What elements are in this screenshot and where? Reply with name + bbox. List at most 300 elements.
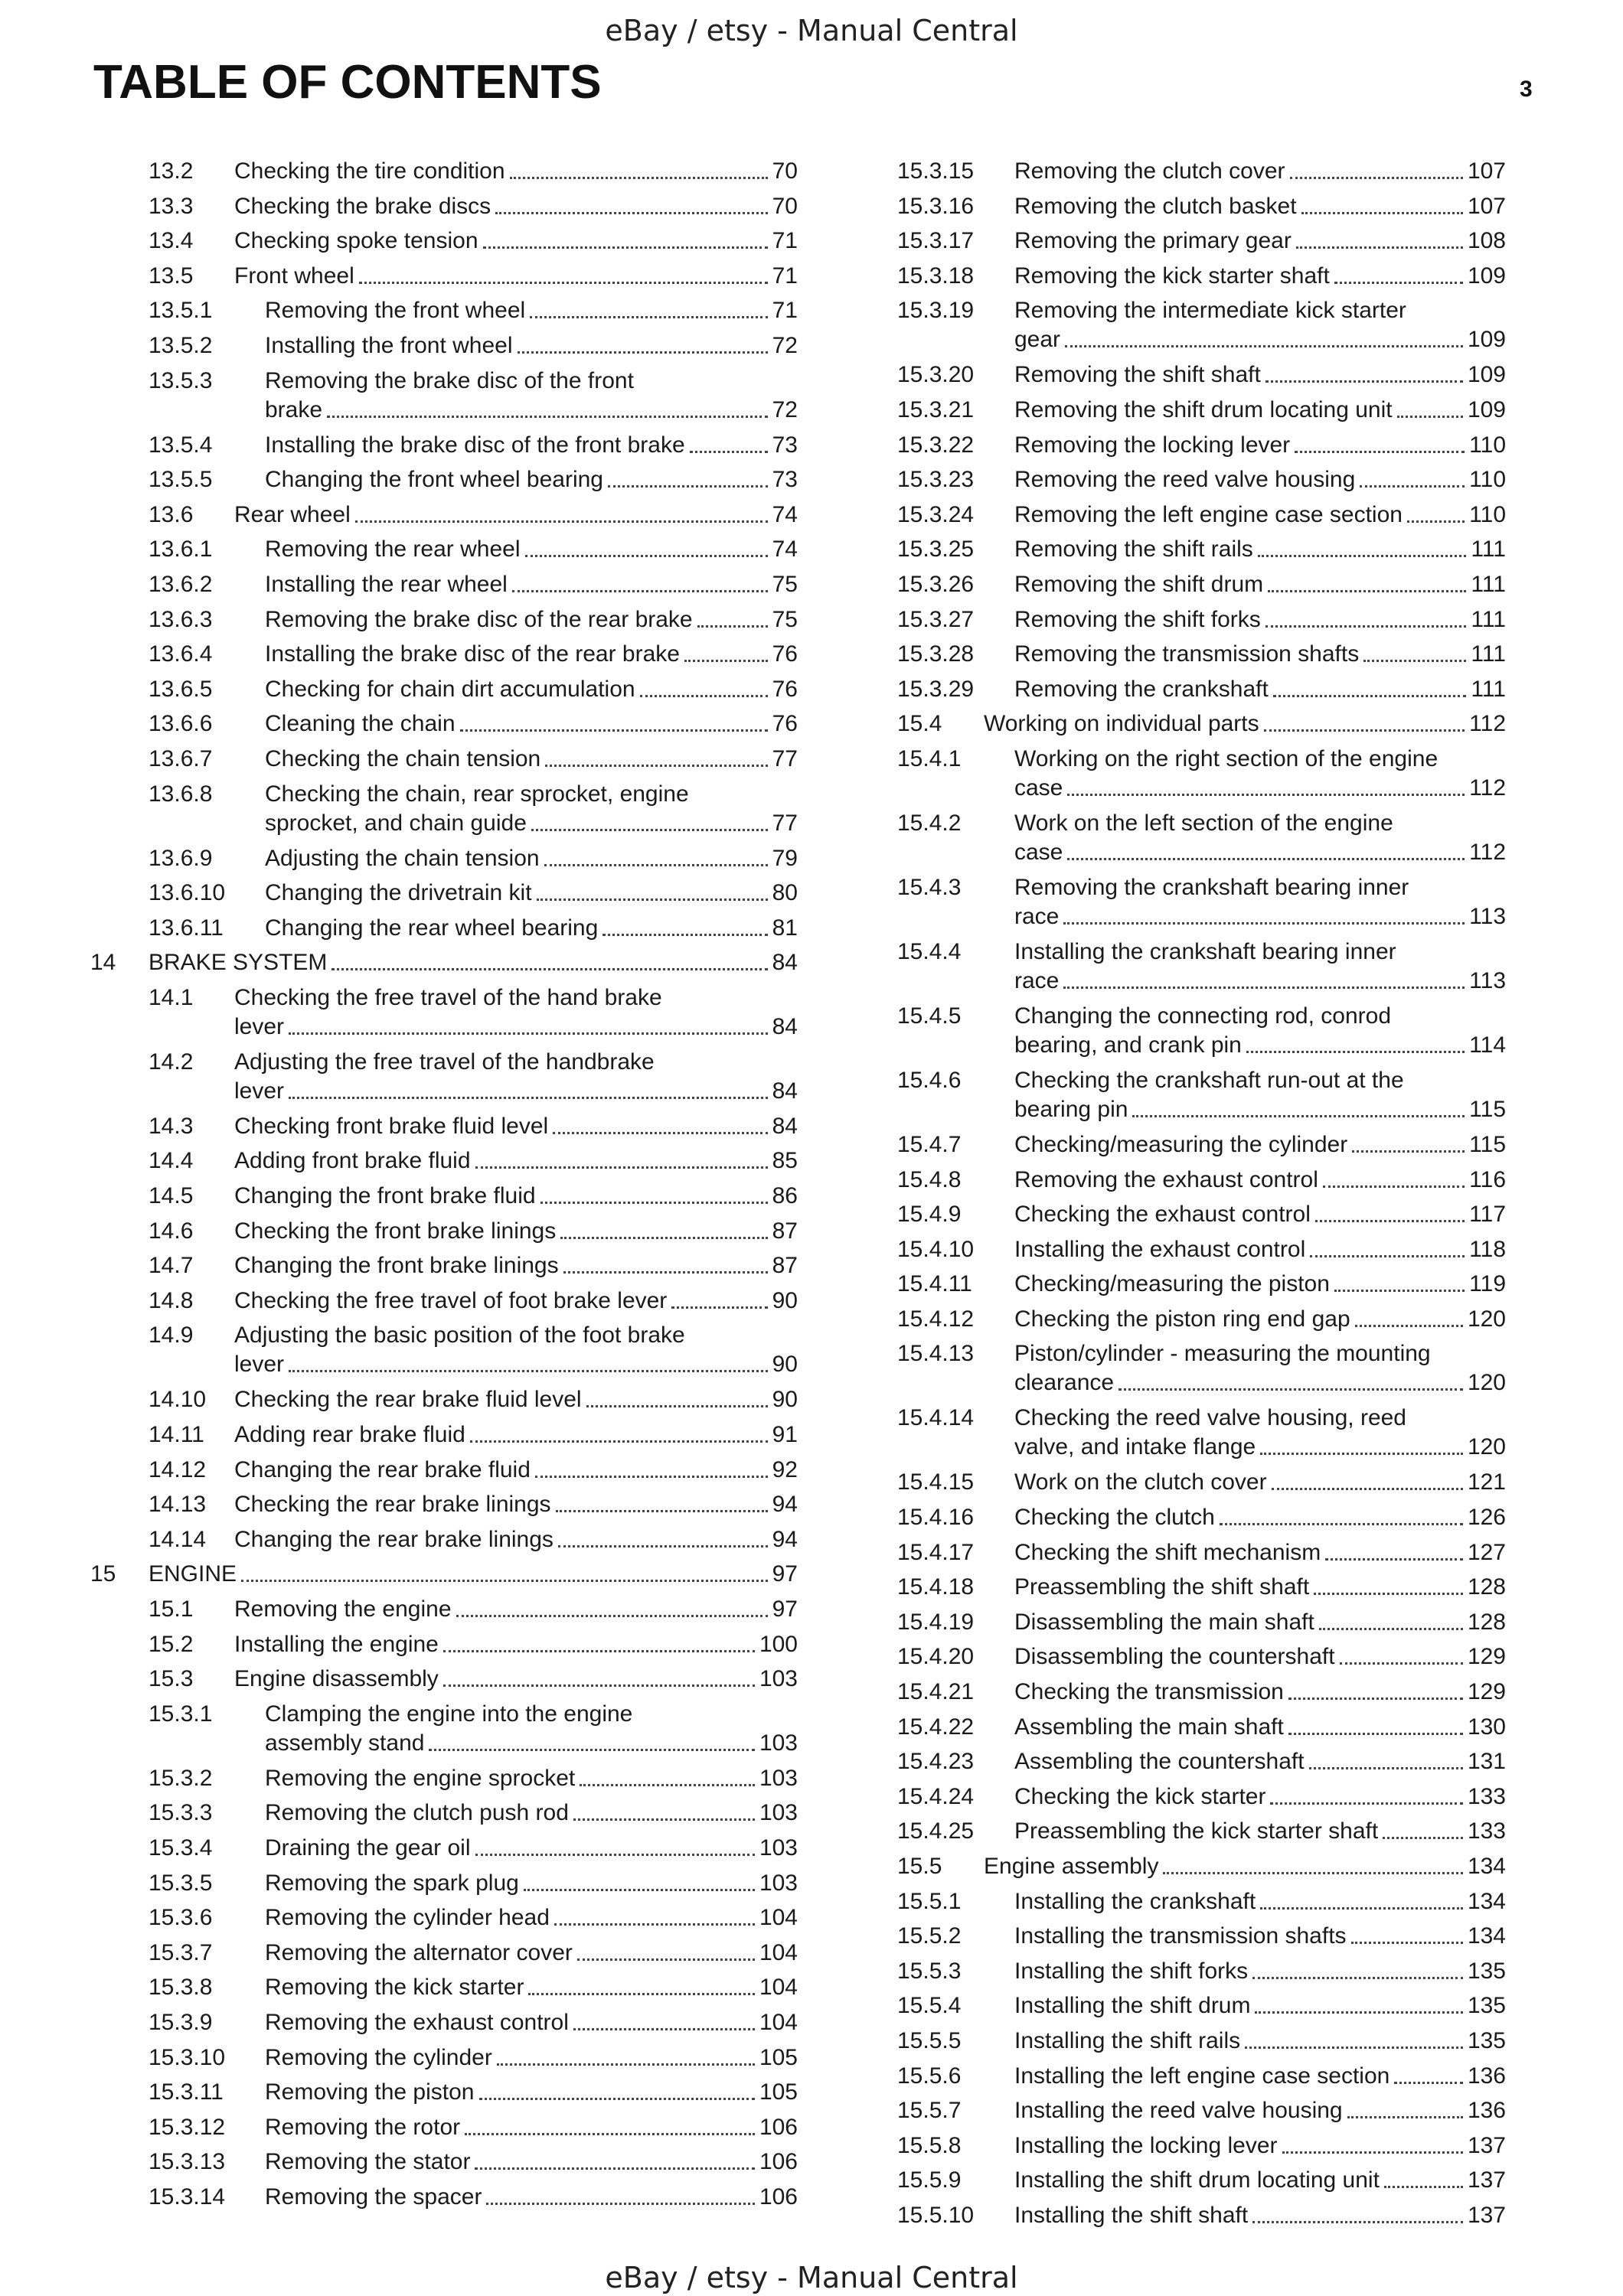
- toc-entry[interactable]: [890, 157, 1506, 192]
- toc-entry-number: 13.5: [149, 263, 194, 289]
- toc-entry-number: 13.5.1: [149, 298, 213, 324]
- toc-entry-page: 71: [772, 298, 798, 324]
- toc-entry-title: [1014, 809, 1506, 867]
- toc-entry[interactable]: [90, 1595, 798, 1630]
- toc-entry[interactable]: [890, 1066, 1506, 1130]
- dot-leader: [537, 899, 768, 901]
- toc-entry-number: 13.5.2: [149, 332, 213, 358]
- toc-entry-title-text: Removing the cylinder: [265, 2044, 492, 2070]
- toc-entry-title-text: Installing the reed valve housing: [1014, 2098, 1343, 2124]
- toc-entry-leader-line: [234, 1456, 798, 1485]
- toc-entry-page: 103: [759, 1666, 798, 1692]
- toc-entry-page: 127: [1467, 1539, 1506, 1565]
- toc-entry-title: [1014, 2062, 1506, 2091]
- toc-entry[interactable]: [890, 2201, 1506, 2236]
- toc-entry[interactable]: [90, 1903, 798, 1939]
- toc-entry[interactable]: [90, 1834, 798, 1869]
- toc-entry-title: [1014, 1404, 1506, 1462]
- toc-entry-page: 72: [772, 396, 798, 422]
- toc-entry[interactable]: [890, 1573, 1506, 1608]
- toc-entry[interactable]: [890, 1468, 1506, 1503]
- toc-entry-title: [265, 331, 798, 360]
- toc-entry-number: 15.3.6: [149, 1905, 213, 1931]
- toc-entry-leader-line: [234, 157, 798, 186]
- dot-leader: [497, 2063, 755, 2066]
- toc-entry-title: [234, 1630, 798, 1659]
- toc-entry-leader-line: [1014, 1713, 1506, 1742]
- toc-entry-title: [265, 1869, 798, 1898]
- toc-entry[interactable]: [890, 465, 1506, 501]
- dot-leader: [640, 695, 768, 697]
- toc-entry-page: 111: [1471, 641, 1506, 667]
- toc-entry[interactable]: [90, 431, 798, 466]
- toc-entry[interactable]: [890, 709, 1506, 745]
- dot-leader: [524, 1889, 755, 1891]
- toc-entry-title-text: Disassembling the main shaft: [1014, 1609, 1314, 1635]
- toc-entry-title-text: Removing the shift drum locating unit: [1014, 396, 1393, 422]
- dot-leader: [1347, 2116, 1463, 2118]
- toc-entry[interactable]: [90, 745, 798, 780]
- toc-entry-number: 13.6.3: [149, 606, 213, 632]
- toc-entry-title-text: Checking the transmission: [1014, 1679, 1284, 1705]
- toc-entry[interactable]: [90, 501, 798, 536]
- toc-entry[interactable]: [90, 1251, 798, 1287]
- toc-entry[interactable]: [890, 1339, 1506, 1404]
- toc-entry-page: 109: [1467, 327, 1506, 353]
- toc-entry-title: [265, 1700, 798, 1758]
- toc-entry[interactable]: [890, 809, 1506, 873]
- toc-entry-page: 97: [772, 1561, 798, 1587]
- toc-entry[interactable]: [90, 1321, 798, 1385]
- toc-entry-title-text: Removing the rotor: [265, 2114, 461, 2140]
- dot-leader: [495, 212, 767, 214]
- toc-entry[interactable]: [890, 535, 1506, 570]
- toc-entry-title-text: Checking the rear brake linings: [234, 1492, 551, 1518]
- toc-entry-page: 75: [772, 571, 798, 597]
- toc-entry[interactable]: [890, 1538, 1506, 1574]
- toc-entry-title-text: Installing the locking lever: [1014, 2132, 1278, 2158]
- toc-entry-title-text: Installing the crankshaft: [1014, 1888, 1256, 1914]
- toc-entry-leader-line: [234, 1385, 798, 1414]
- toc-entry-number: 15.4.6: [897, 1067, 962, 1093]
- toc-entry-title-text: Removing the shift shaft: [1014, 362, 1261, 388]
- toc-entry-title: [984, 1852, 1506, 1881]
- toc-entry-title-line1: Adjusting the free travel of the handbrake: [234, 1049, 655, 1075]
- toc-entry[interactable]: [90, 2008, 798, 2043]
- toc-entry-page: 81: [772, 915, 798, 941]
- toc-entry-page: 135: [1467, 2027, 1506, 2053]
- toc-entry[interactable]: [890, 640, 1506, 675]
- toc-entry-number: 14.1: [149, 984, 194, 1010]
- toc-entry[interactable]: [890, 1713, 1506, 1748]
- toc-entry[interactable]: [890, 1887, 1506, 1923]
- toc-entry[interactable]: [90, 227, 798, 262]
- toc-entry-page: 112: [1469, 775, 1506, 801]
- toc-entry-leader-line: [1014, 2027, 1506, 2056]
- toc-entry-number: 13.6.5: [149, 676, 213, 702]
- toc-entry-title: [265, 296, 798, 325]
- dot-leader: [1334, 282, 1463, 284]
- toc-entry[interactable]: [890, 1200, 1506, 1235]
- toc-entry[interactable]: [890, 1817, 1506, 1852]
- toc-entry[interactable]: [890, 1270, 1506, 1305]
- toc-entry[interactable]: [890, 1957, 1506, 1992]
- toc-entry-leader-line: [265, 914, 798, 943]
- toc-entry-title: [1014, 675, 1506, 704]
- toc-entry-leader-line: [265, 1903, 798, 1932]
- toc-entry-title: [265, 879, 798, 908]
- toc-entry[interactable]: [890, 745, 1506, 809]
- toc-entry-title-text: Assembling the main shaft: [1014, 1714, 1284, 1740]
- toc-entry-page: 103: [759, 1835, 798, 1861]
- toc-entry-title: [1014, 1130, 1506, 1159]
- toc-entry[interactable]: [90, 1048, 798, 1112]
- toc-entry-number: 15.3.17: [897, 228, 975, 254]
- toc-entry-page: 137: [1467, 2132, 1506, 2158]
- toc-entry[interactable]: [890, 1002, 1506, 1066]
- dot-leader: [1363, 660, 1466, 662]
- toc-entry-page: 113: [1469, 903, 1506, 929]
- toc-entry[interactable]: [90, 1420, 798, 1456]
- toc-entry-page: 103: [759, 1800, 798, 1826]
- toc-entry-title: [265, 2148, 798, 2177]
- toc-entry-title-text: Work on the clutch cover: [1014, 1469, 1267, 1495]
- toc-entry[interactable]: [90, 844, 798, 879]
- toc-entry-leader-line: [265, 675, 798, 704]
- toc-entry[interactable]: [90, 605, 798, 641]
- toc-entry-number: 15.5.2: [897, 1923, 962, 1949]
- toc-entry[interactable]: [90, 1112, 798, 1147]
- toc-entry-number: 13.6.4: [149, 641, 213, 667]
- toc-entry-page: 74: [772, 501, 798, 527]
- toc-entry[interactable]: [890, 501, 1506, 536]
- toc-entry[interactable]: [90, 2148, 798, 2183]
- dot-leader: [1273, 695, 1467, 697]
- dot-leader: [608, 485, 768, 488]
- toc-entry-title-line1: Checking the crankshaft run-out at the: [1014, 1067, 1404, 1093]
- toc-entry-title: [265, 1939, 798, 1968]
- toc-entry-title-text: Removing the rear wheel: [265, 536, 521, 563]
- toc-entry-page: 94: [772, 1526, 798, 1552]
- toc-entry[interactable]: [890, 2131, 1506, 2167]
- toc-entry-title: [984, 709, 1506, 739]
- toc-entry-leader-line: [1014, 157, 1506, 186]
- toc-entry[interactable]: [890, 605, 1506, 641]
- toc-entry-number: 14.5: [149, 1183, 194, 1209]
- toc-entry-leader-line: [1014, 570, 1506, 599]
- toc-entry[interactable]: [890, 1503, 1506, 1538]
- dot-leader: [1067, 858, 1465, 860]
- toc-entry-page: 114: [1469, 1032, 1506, 1058]
- toc-entry-leader-line: [1014, 774, 1506, 803]
- toc-entry[interactable]: [890, 1852, 1506, 1887]
- toc-entry-title: [1014, 1305, 1506, 1334]
- toc-entry-number: 15.4: [897, 711, 942, 737]
- toc-entry-number: 15.4.3: [897, 874, 962, 900]
- toc-entry[interactable]: [890, 431, 1506, 466]
- toc-entry-title-text: Removing the locking lever: [1014, 432, 1291, 458]
- toc-entry[interactable]: [890, 192, 1506, 227]
- toc-entry[interactable]: [90, 296, 798, 331]
- toc-entry[interactable]: [90, 640, 798, 675]
- toc-entry-title-text: Removing the left engine case section: [1014, 501, 1403, 527]
- toc-entry-number: 15.4.19: [897, 1609, 975, 1635]
- toc-entry[interactable]: [90, 2113, 798, 2148]
- dot-leader: [1258, 555, 1467, 557]
- toc-entry-leader-line: [1014, 1817, 1506, 1846]
- toc-entry-number: 15.3.11: [149, 2079, 224, 2105]
- toc-entry[interactable]: [90, 535, 798, 570]
- toc-entry[interactable]: [90, 1385, 798, 1420]
- toc-entry-number: 15.3.22: [897, 432, 975, 458]
- toc-entry[interactable]: [90, 780, 798, 844]
- toc-entry-number: 15.5.4: [897, 1993, 962, 2019]
- toc-entry-title: [1014, 1991, 1506, 2020]
- toc-entry-title: [1014, 1713, 1506, 1742]
- toc-entry-page: 128: [1467, 1574, 1506, 1600]
- toc-entry-number: 15.4.7: [897, 1131, 962, 1157]
- toc-entry[interactable]: [890, 227, 1506, 262]
- toc-entry-number: 13.6.1: [149, 536, 213, 563]
- toc-entry[interactable]: [90, 1560, 798, 1595]
- dot-leader: [483, 246, 768, 249]
- toc-entry-title-text: Checking/measuring the piston: [1014, 1271, 1330, 1297]
- toc-entry-title-text: Working on individual parts: [984, 711, 1259, 737]
- toc-entry[interactable]: [90, 1869, 798, 1904]
- dot-leader: [1252, 1977, 1463, 1979]
- toc-entry-leader-line: [234, 262, 798, 291]
- toc-entry[interactable]: [90, 1700, 798, 1764]
- toc-entry[interactable]: [890, 1166, 1506, 1201]
- toc-entry-number: 15.3.19: [897, 298, 975, 324]
- toc-entry[interactable]: [90, 1456, 798, 1491]
- toc-entry-title-line1: Checking the chain, rear sprocket, engine: [265, 781, 689, 807]
- toc-entry[interactable]: [90, 1182, 798, 1217]
- toc-entry[interactable]: [90, 1973, 798, 2008]
- toc-entry-leader-line: [265, 1939, 798, 1968]
- toc-entry[interactable]: [890, 1642, 1506, 1678]
- toc-entry[interactable]: [890, 1130, 1506, 1166]
- toc-entry[interactable]: [890, 1235, 1506, 1270]
- toc-entry-title: [1014, 873, 1506, 931]
- toc-entry[interactable]: [890, 570, 1506, 605]
- toc-entry-title-text: Checking the brake discs: [234, 193, 491, 219]
- toc-entry-leader-line: [265, 2183, 798, 2212]
- toc-entry[interactable]: [890, 1305, 1506, 1340]
- toc-entry-leader-line: [234, 1217, 798, 1246]
- toc-entry-number: 14.14: [149, 1526, 207, 1552]
- toc-entry[interactable]: [90, 2043, 798, 2079]
- toc-entry-title-text: Installing the shift drum locating unit: [1014, 2167, 1380, 2193]
- toc-entry-leader-line: [1014, 675, 1506, 704]
- toc-entry[interactable]: [90, 675, 798, 710]
- toc-entry[interactable]: [890, 1404, 1506, 1468]
- toc-entry-leader-line: [234, 501, 798, 530]
- toc-entry[interactable]: [890, 1782, 1506, 1818]
- toc-entry-leader-line: [265, 331, 798, 360]
- toc-entry[interactable]: [890, 1991, 1506, 2027]
- toc-entry[interactable]: [90, 709, 798, 745]
- dot-leader: [479, 2098, 755, 2100]
- toc-entry[interactable]: [890, 1678, 1506, 1713]
- dot-leader: [1295, 451, 1465, 453]
- toc-entry[interactable]: [890, 1922, 1506, 1957]
- toc-entry-page: 90: [772, 1287, 798, 1313]
- dot-leader: [1132, 1115, 1465, 1117]
- toc-entry[interactable]: [890, 873, 1506, 938]
- toc-entry[interactable]: [90, 1525, 798, 1561]
- toc-entry-title-line2: lever: [234, 1078, 285, 1104]
- toc-entry-number: 15.3.24: [897, 501, 975, 527]
- toc-entry[interactable]: [90, 331, 798, 367]
- toc-entry[interactable]: [90, 983, 798, 1048]
- toc-entry[interactable]: [90, 1764, 798, 1799]
- toc-entry-number: 15.3.2: [149, 1765, 213, 1791]
- toc-entry-title: [265, 535, 798, 564]
- toc-entry-title: [265, 2008, 798, 2037]
- toc-entry[interactable]: [890, 2062, 1506, 2097]
- toc-entry-number: 15.5.1: [897, 1888, 962, 1914]
- dot-leader: [1334, 1290, 1465, 1292]
- toc-entry-title-text: Checking/measuring the cylinder: [1014, 1131, 1348, 1157]
- toc-entry[interactable]: [890, 360, 1506, 396]
- toc-entry[interactable]: [90, 465, 798, 501]
- dot-leader: [560, 1237, 767, 1239]
- toc-entry-title-text: Changing the rear wheel bearing: [265, 915, 599, 941]
- toc-entry[interactable]: [890, 938, 1506, 1002]
- toc-entry-number: 15.3.18: [897, 263, 975, 289]
- toc-entry-title: [1014, 1922, 1506, 1951]
- dot-leader: [535, 1476, 768, 1478]
- toc-entry-title-text: Removing the stator: [265, 2149, 471, 2175]
- dot-leader: [475, 1166, 768, 1169]
- toc-entry[interactable]: [890, 2027, 1506, 2062]
- dot-leader: [443, 1684, 755, 1687]
- toc-entry-title: [149, 948, 798, 977]
- toc-entry-page: 106: [759, 2149, 798, 2175]
- toc-entry-title-text: Front wheel: [234, 263, 354, 289]
- toc-entry-number: 15.3.23: [897, 467, 975, 493]
- dot-leader: [1314, 1593, 1463, 1595]
- dot-leader: [1260, 1453, 1463, 1455]
- dot-leader: [554, 1923, 755, 1926]
- toc-entry-title-line2: clearance: [1014, 1370, 1115, 1396]
- dot-leader: [573, 2028, 755, 2030]
- toc-entry-title: [1014, 192, 1506, 221]
- toc-entry[interactable]: [90, 1490, 798, 1525]
- toc-entry-number: 15.3.3: [149, 1800, 213, 1826]
- toc-entry-leader-line: [234, 1630, 798, 1659]
- toc-entry-title: [234, 192, 798, 221]
- toc-entry-number: 14: [90, 950, 116, 976]
- toc-entry[interactable]: [90, 1630, 798, 1665]
- toc-entry-page: 76: [772, 676, 798, 702]
- toc-entry-page: 135: [1467, 1958, 1506, 1984]
- toc-entry-leader-line: [1014, 1235, 1506, 1264]
- toc-entry-number: 13.6.10: [149, 880, 226, 906]
- toc-entry-page: 84: [772, 1078, 798, 1104]
- dot-leader: [289, 1370, 768, 1372]
- toc-entry-leader-line: [1014, 1270, 1506, 1299]
- toc-entry-title-text: Removing the kick starter: [265, 1975, 524, 2001]
- toc-entry-title-text: Changing the front brake fluid: [234, 1183, 536, 1209]
- toc-entry[interactable]: [90, 948, 798, 983]
- toc-entry-leader-line: [1014, 1991, 1506, 2020]
- dot-leader: [289, 1032, 768, 1035]
- toc-entry-number: 15.4.13: [897, 1341, 975, 1367]
- dot-leader: [1245, 2047, 1463, 2049]
- toc-entry[interactable]: [90, 1146, 798, 1182]
- toc-entry[interactable]: [90, 570, 798, 605]
- toc-entry-title-text: Rear wheel: [234, 501, 351, 527]
- toc-entry[interactable]: [890, 2166, 1506, 2201]
- toc-entry[interactable]: [90, 2183, 798, 2218]
- toc-entry-page: 76: [772, 711, 798, 737]
- toc-entry-title-text: Checking the free travel of foot brake lever: [234, 1287, 668, 1313]
- dot-leader: [545, 765, 767, 767]
- toc-entry-leader-line: [265, 2113, 798, 2142]
- toc-entry-title: [1014, 1002, 1506, 1060]
- toc-entry[interactable]: [890, 1608, 1506, 1643]
- toc-entry-title-line1: Changing the connecting rod, conrod: [1014, 1003, 1392, 1029]
- dot-leader: [1288, 1733, 1463, 1735]
- toc-entry-title-text: Removing the piston: [265, 2079, 475, 2105]
- toc-entry-page: 130: [1467, 1714, 1506, 1740]
- toc-entry[interactable]: [890, 296, 1506, 360]
- toc-entry[interactable]: [90, 1939, 798, 1974]
- toc-entry[interactable]: [90, 262, 798, 297]
- dot-leader: [1352, 1150, 1465, 1153]
- toc-entry-page: 116: [1469, 1166, 1506, 1192]
- toc-entry[interactable]: [90, 879, 798, 914]
- toc-entry[interactable]: [90, 1287, 798, 1322]
- toc-entry[interactable]: [90, 1217, 798, 1252]
- toc-entry-title: [234, 1048, 798, 1106]
- toc-entry[interactable]: [90, 2078, 798, 2113]
- toc-entry-leader-line: [1014, 1957, 1506, 1986]
- toc-entry-page: 103: [759, 1765, 798, 1791]
- toc-entry[interactable]: [890, 1747, 1506, 1782]
- toc-entry[interactable]: [90, 192, 798, 227]
- toc-entry-page: 104: [759, 2009, 798, 2035]
- toc-entry[interactable]: [90, 1665, 798, 1700]
- toc-entry-title: [1014, 535, 1506, 564]
- toc-entry-title: [265, 367, 798, 425]
- toc-entry-title-text: Installing the brake disc of the front brake: [265, 432, 685, 458]
- toc-entry-number: 14.6: [149, 1218, 194, 1244]
- toc-entry[interactable]: [90, 367, 798, 431]
- dot-leader: [1309, 1767, 1463, 1769]
- toc-entry-page: 136: [1467, 2063, 1506, 2089]
- toc-entry-number: 15.3: [149, 1666, 194, 1692]
- toc-entry-leader-line: [1014, 2096, 1506, 2125]
- toc-entry[interactable]: [90, 914, 798, 949]
- toc-entry-title: [265, 2183, 798, 2212]
- toc-entry[interactable]: [890, 396, 1506, 431]
- toc-entry-number: 14.9: [149, 1322, 194, 1349]
- toc-entry-page: 136: [1467, 2098, 1506, 2124]
- toc-entry-page: 111: [1471, 676, 1506, 702]
- toc-entry[interactable]: [90, 157, 798, 192]
- toc-entry-title-text: Removing the clutch push rod: [265, 1800, 569, 1826]
- toc-entry[interactable]: [890, 2096, 1506, 2131]
- dot-leader: [553, 1132, 767, 1134]
- toc-entry[interactable]: [890, 262, 1506, 297]
- toc-entry[interactable]: [90, 1799, 798, 1834]
- toc-entry[interactable]: [890, 675, 1506, 710]
- toc-entry-page: 119: [1469, 1271, 1506, 1297]
- toc-entry-title-line1: Checking the reed valve housing, reed: [1014, 1405, 1406, 1431]
